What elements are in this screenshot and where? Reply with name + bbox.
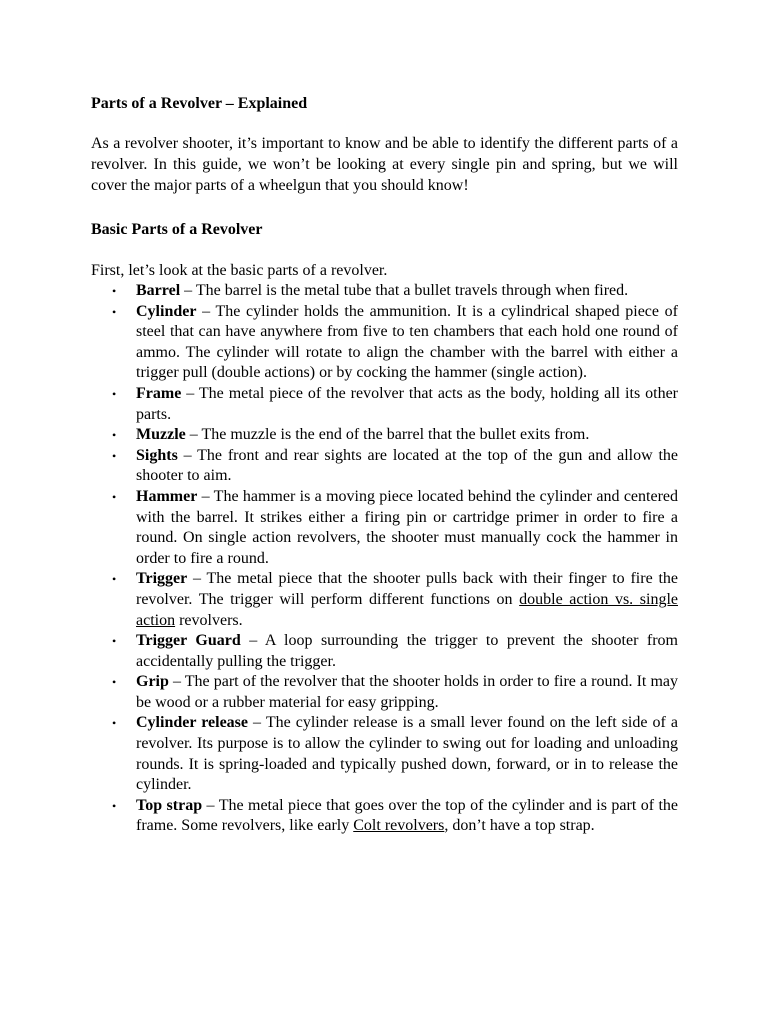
bullet-icon: • — [112, 798, 117, 813]
description-top-strap-end: , don’t have a top strap. — [444, 817, 595, 835]
list-item-cylinder — [91, 302, 678, 384]
description-cylinder: – The cylinder holds the ammunition. It is a cylindrical shaped piece of steel that can have anywhere from five to ten chambers that each hold one round of ammo. The cylinder will rotate to align the chamber with the barrel with either a trigger pull (double actions) or by cocking the hammer (single action). — [136, 302, 678, 382]
intro-paragraph: As a revolver shooter, it’s important to know and be able to identify the different parts of a revolver. In this guide, we won’t be looking at every single pin and spring, but we will cover the major parts of a wheelgun that you should know! — [91, 135, 678, 194]
bullet-icon: • — [112, 304, 117, 319]
term-cylinder: Cylinder — [136, 302, 197, 320]
bullet-icon: • — [112, 634, 117, 649]
section-intro: First, let’s look at the basic parts of a revolver. — [91, 262, 388, 279]
term-frame: Frame — [136, 384, 182, 402]
list-item-trigger — [91, 569, 678, 631]
double-vs-single-action-link[interactable]: double action vs. single action — [136, 590, 678, 629]
page-title: Parts of a Revolver – Explained — [91, 95, 308, 112]
bullet-icon: • — [112, 716, 117, 731]
list-item-muzzle — [91, 425, 678, 446]
bullet-icon: • — [112, 428, 117, 443]
term-trigger-guard: Trigger Guard — [136, 632, 241, 650]
description-hammer: – The hammer is a moving piece located behind the cylinder and centered with the barrel. It strikes either a firing pin or cartridge primer in order to fire a round. On single action revolvers, the shooter must manually cock the hammer in order to fire a round. — [136, 487, 678, 567]
description-frame: – The metal piece of the revolver that acts as the body, holding all its other parts. — [136, 384, 678, 423]
term-trigger: Trigger — [136, 570, 188, 588]
bullet-icon: • — [112, 675, 117, 690]
term-grip: Grip — [136, 673, 169, 691]
description-sights: – The front and rear sights are located at the top of the gun and allow the shooter to aim. — [136, 446, 678, 485]
description-trigger-end: revolvers. — [175, 611, 243, 629]
bullet-icon: • — [112, 284, 117, 298]
bullet-icon: • — [112, 386, 117, 401]
list-item-trigger-guard — [91, 631, 678, 672]
term-muzzle: Muzzle — [136, 426, 186, 444]
bullet-icon: • — [112, 489, 117, 504]
section-heading: Basic Parts of a Revolver — [91, 221, 263, 238]
description-barrel: – The barrel is the metal tube that a bullet travels through when fired. — [180, 282, 629, 299]
parts-list — [91, 281, 678, 837]
list-item-barrel — [91, 281, 678, 302]
term-cylinder-release: Cylinder release — [136, 714, 248, 732]
description-grip: – The part of the revolver that the shooter holds in order to fire a round. It may be wood or a rubber material for easy gripping. — [136, 673, 678, 711]
description-cylinder-release: – The cylinder release is a small lever found on the left side of a revolver. Its purpose is to allow the cylinder to swing out for loading and unloading rounds. It is spring-loaded and typically pushed down, forward, or in to release the cylinder. — [136, 714, 678, 794]
list-item-top-strap — [91, 796, 678, 837]
list-item-frame — [91, 384, 678, 425]
term-sights: Sights — [136, 446, 178, 464]
list-item-sights — [91, 446, 678, 487]
list-item-grip — [91, 672, 678, 713]
description-muzzle: – The muzzle is the end of the barrel that the bullet exits from. — [185, 426, 590, 444]
colt-revolvers-link[interactable]: Colt revolvers — [353, 817, 445, 835]
list-item-cylinder-release — [91, 713, 678, 795]
document-page — [91, 94, 678, 837]
description-trigger-guard: – A loop surrounding the trigger to prevent the shooter from accidentally pulling the trigger. — [136, 632, 678, 670]
list-item-hammer — [91, 487, 678, 569]
bullet-icon: • — [112, 572, 117, 587]
term-barrel: Barrel — [136, 282, 181, 299]
description-trigger: – The metal piece that the shooter pulls back with their finger to fire the revolver. The trigger will perform different functions on — [136, 570, 678, 608]
bullet-icon: • — [112, 448, 117, 463]
term-hammer: Hammer — [136, 487, 198, 505]
description-top-strap: – The metal piece that goes over the top of the cylinder and is part of the frame. Some revolvers, like early — [136, 796, 679, 835]
term-top-strap: Top strap — [136, 796, 203, 814]
